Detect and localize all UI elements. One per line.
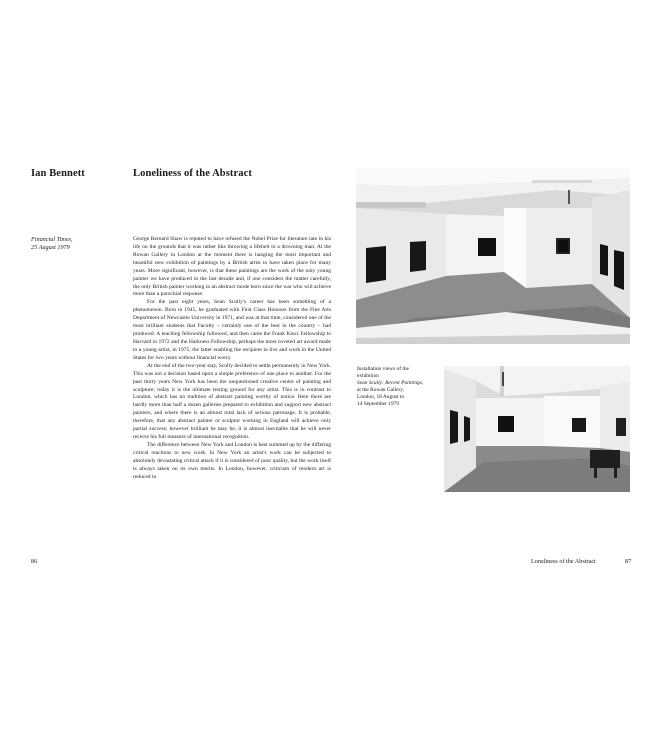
page-number-left: 86 <box>31 558 38 565</box>
photo-caption <box>357 366 441 409</box>
running-head: Loneliness of the Abstract <box>531 558 596 565</box>
caption-line: at the Rowan Gallery, <box>357 387 404 394</box>
installation-photo-top <box>356 168 630 344</box>
caption-line: 14 September 1979 <box>357 401 399 408</box>
caption-line: Installation views of the <box>357 366 409 372</box>
source-publication: Financial Times, <box>31 236 73 243</box>
article-title: Loneliness of the Abstract <box>133 168 252 179</box>
exhibition-title: Sean Scully: Recent Paintings, <box>357 380 424 387</box>
paragraph: George Bernard Shaw is reputed to have refused the Nobel Prize for literature late in his life on the grounds that it was rather like throwing a lifebelt to a drowning man. At the Rowan Gallery in London at the moment there is hanging the most important and beautiful new exhibition of paintings by a British artist to have taken place for many years. More significant, however, is that these paintings are the work of the only young painter we have produced in the last decade and, if one considers the matter carefully, the only British painter working in an abstract mode born since the war who will achieve more than a parochial response. <box>133 236 331 298</box>
painting-mark <box>616 418 626 436</box>
caption-line: London, 18 August to <box>357 394 405 401</box>
paragraph: The difference between New York and London is best summed up by the differing critical reactions to new work. In New York an artist's work can be subjected to absolutely devastating critical attack if it is considered of poor quality, but the work itself is always taken on its own merits. In London, however, criticism of modern art is reduced in <box>133 441 331 480</box>
article-body <box>133 236 331 482</box>
author-name: Ian Bennett <box>31 168 85 179</box>
desk <box>590 450 620 468</box>
painting-mark <box>366 246 386 283</box>
painting-mark <box>600 244 608 276</box>
caption-line: exhibition Sean Scully: Recent Paintings, <box>357 373 424 387</box>
painting-mark <box>450 410 458 444</box>
painting-mark <box>410 241 426 272</box>
painting-mark <box>478 238 496 256</box>
source-date: 25 August 1979 <box>31 244 70 251</box>
painting-mark <box>572 418 586 432</box>
paragraph: At the end of the two-year stay, Scully decided to settle permanently in New York. This was not a decision based upon a simple preference of one place to another. For the past thirty years New York has been the unquestioned creative centre of painting and sculpture; today it is the ultimate testing ground for any artist. This is in contrast to London, which has no tradition of abstract painting worthy of notice. Here there are hardly more than half a dozen galleries prepared to exhibition and support new abstract painters, and where there is an almost total lack of serious patronage. It is probable, therefore, that any abstract painter or sculptor working in England will achieve only partial success; however brilliant he may be, it is almost inevitable that he will never receive his full measure of international recognition. <box>133 362 331 441</box>
page-number-right: 87 <box>625 558 632 565</box>
painting-mark <box>498 416 514 432</box>
paragraph: For the past eight years, Sean Scully's career has been something of a phenomenon. Born in 1945, he graduated with First Class Honours from the Fine Arts Department of Newcastle University in 1971, and was at that time, considered one of the most brilliant students that Faculty – certainly one of the best in the country – had produced. A teaching fellowship followed, and then came the Frank Knox Fellowship to Harvard in 1972 and the Harkness Fellowship, perhaps the most coveted art award made to a young artist, in 1975, the latter enabling the recipient to live and work in the United States for two years without financial worry. <box>133 299 331 361</box>
painting-mark <box>614 250 624 290</box>
painting-mark <box>464 416 470 442</box>
installation-photo-bottom <box>444 366 630 492</box>
source-citation <box>31 236 73 252</box>
